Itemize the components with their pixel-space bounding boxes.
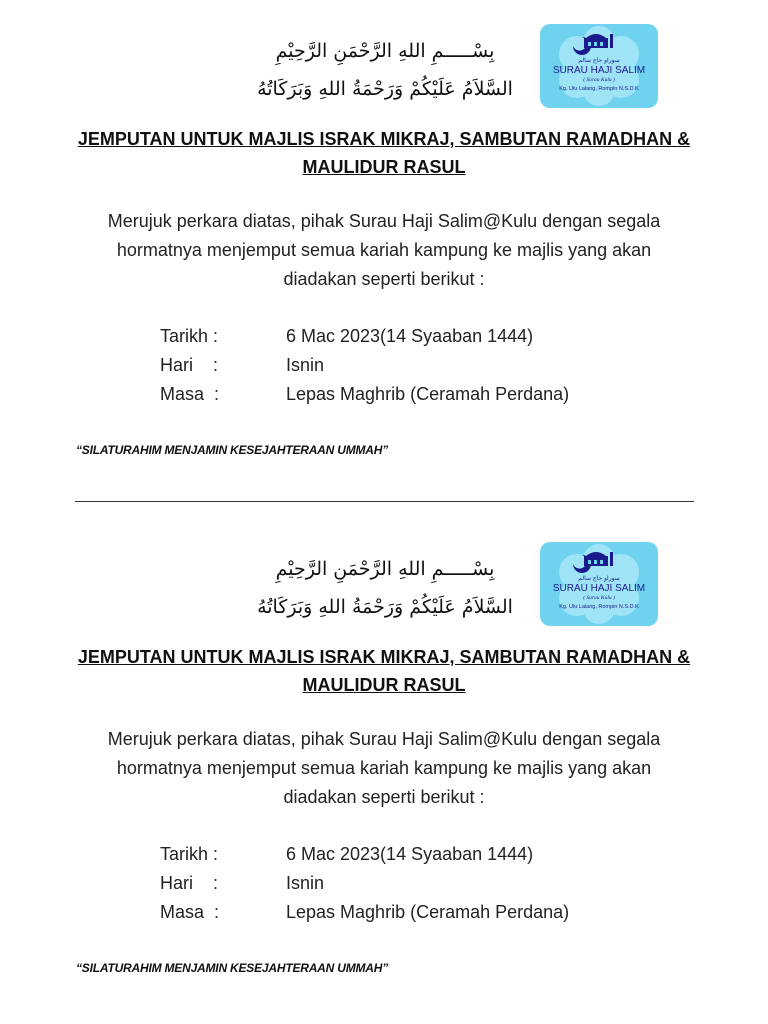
motto-text: “SILATURAHIM MENJAMIN KESEJAHTERAAN UMMAH” bbox=[76, 443, 389, 457]
surau-logo bbox=[540, 24, 658, 108]
svg-text:SURAU HAJI SALIM: SURAU HAJI SALIM bbox=[552, 583, 646, 594]
bismillah-text: بِسْـــــمِ اللهِ الرَّحْمَنِ الرَّحِيْمِ bbox=[275, 558, 495, 580]
detail-row-day bbox=[160, 351, 569, 380]
detail-row-date bbox=[160, 840, 569, 869]
time-label: Masa : bbox=[160, 384, 220, 404]
body-line: Merujuk perkara diatas, pihak Surau Haji Salim@Kulu dengan segala bbox=[107, 729, 661, 749]
detail-row-time bbox=[160, 898, 569, 927]
salam-greeting: السَّلاَمُ عَلَيْكُمْ وَرَحْمَةُ اللهِ وَبَرَكَاتُهُ bbox=[257, 596, 513, 618]
surau-logo bbox=[540, 542, 658, 626]
time-value: Lepas Maghrib (Ceramah Perdana) bbox=[286, 902, 570, 922]
date-label: Tarikh : bbox=[160, 326, 219, 346]
event-details bbox=[160, 840, 569, 927]
title-line: JEMPUTAN UNTUK MAJLIS ISRAK MIKRAJ, SAMBUTAN RAMADHAN & bbox=[77, 129, 691, 149]
bismillah-text: بِسْـــــمِ اللهِ الرَّحْمَنِ الرَّحِيْمِ bbox=[275, 40, 495, 62]
body-line: hormatnya menjemput semua kariah kampung ke majlis yang akan bbox=[116, 240, 652, 260]
detail-row-day bbox=[160, 869, 569, 898]
invitation-section-2 bbox=[0, 518, 768, 1018]
day-label: Hari : bbox=[160, 355, 219, 375]
detail-row-date bbox=[160, 322, 569, 351]
svg-text:( Surau Kulu ): ( Surau Kulu ) bbox=[583, 595, 615, 601]
svg-text:( Surau Kulu ): ( Surau Kulu ) bbox=[583, 77, 615, 83]
invitation-body bbox=[80, 725, 688, 812]
svg-text:سوراو حاج سالم: سوراو حاج سالم bbox=[578, 57, 620, 64]
day-value: Isnin bbox=[286, 873, 325, 893]
date-label: Tarikh : bbox=[160, 844, 219, 864]
title-line: MAULIDUR RASUL bbox=[302, 157, 466, 177]
svg-text:SURAU HAJI SALIM: SURAU HAJI SALIM bbox=[552, 65, 646, 76]
date-value: 6 Mac 2023(14 Syaaban 1444) bbox=[286, 844, 534, 864]
day-label: Hari : bbox=[160, 873, 219, 893]
svg-text:Kg. Ulu Lalang, Rompin N.S.D.K: Kg. Ulu Lalang, Rompin N.S.D.K bbox=[559, 604, 639, 610]
title-line: MAULIDUR RASUL bbox=[302, 675, 466, 695]
svg-text:سوراو حاج سالم: سوراو حاج سالم bbox=[578, 575, 620, 582]
invitation-title bbox=[60, 125, 708, 181]
time-value: Lepas Maghrib (Ceramah Perdana) bbox=[286, 384, 570, 404]
body-line: hormatnya menjemput semua kariah kampung ke majlis yang akan bbox=[116, 758, 652, 778]
title-line: JEMPUTAN UNTUK MAJLIS ISRAK MIKRAJ, SAMBUTAN RAMADHAN & bbox=[77, 647, 691, 667]
day-value: Isnin bbox=[286, 355, 325, 375]
invitation-title bbox=[60, 643, 708, 699]
salam-greeting: السَّلاَمُ عَلَيْكُمْ وَرَحْمَةُ اللهِ وَبَرَكَاتُهُ bbox=[257, 78, 513, 100]
body-line: Merujuk perkara diatas, pihak Surau Haji Salim@Kulu dengan segala bbox=[107, 211, 661, 231]
invitation-body bbox=[80, 207, 688, 294]
invitation-section-1 bbox=[0, 0, 768, 500]
event-details bbox=[160, 322, 569, 409]
body-line: diadakan seperti berikut : bbox=[283, 269, 485, 289]
date-value: 6 Mac 2023(14 Syaaban 1444) bbox=[286, 326, 534, 346]
detail-row-time bbox=[160, 380, 569, 409]
section-divider bbox=[75, 501, 694, 502]
svg-text:Kg. Ulu Lalang, Rompin N.S.D.K: Kg. Ulu Lalang, Rompin N.S.D.K bbox=[559, 86, 639, 92]
body-line: diadakan seperti berikut : bbox=[283, 787, 485, 807]
time-label: Masa : bbox=[160, 902, 220, 922]
motto-text: “SILATURAHIM MENJAMIN KESEJAHTERAAN UMMAH” bbox=[76, 961, 389, 975]
